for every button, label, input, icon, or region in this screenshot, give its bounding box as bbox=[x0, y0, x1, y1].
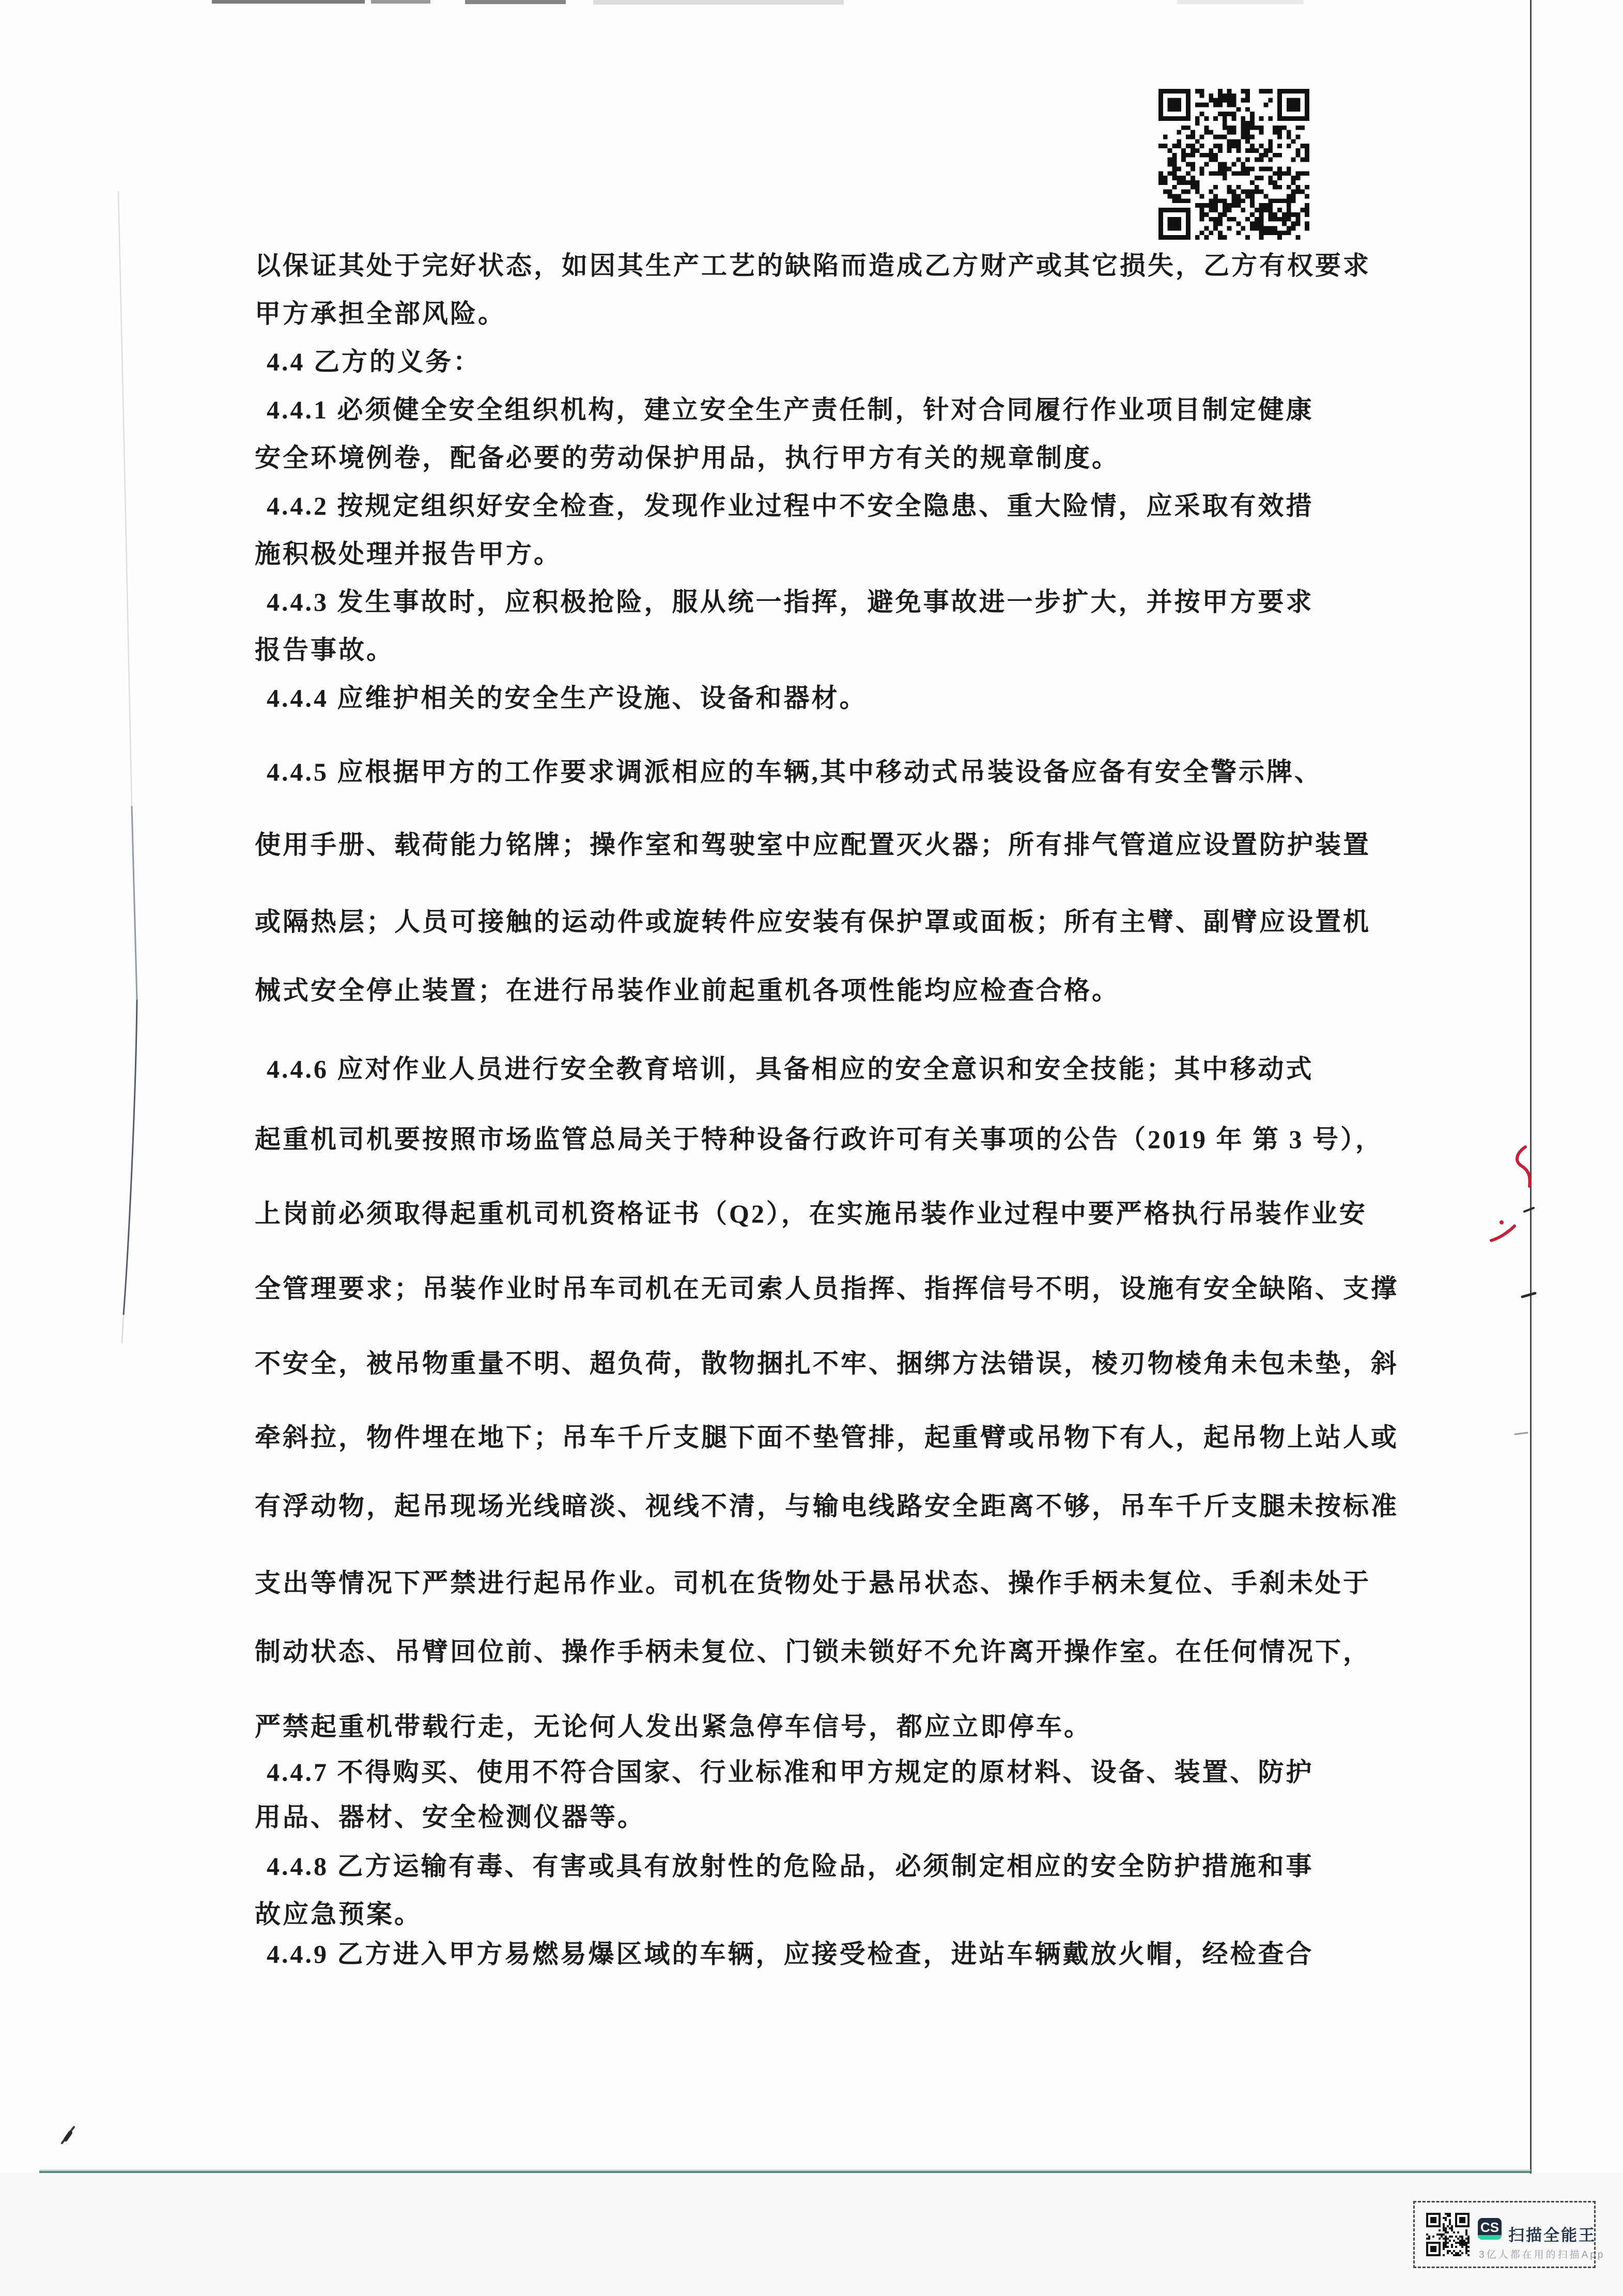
pen-check-mark bbox=[66, 2133, 70, 2139]
page-right-edge bbox=[1530, 0, 1532, 2174]
text-line: 全管理要求；吊装作业时吊车司机在无司索人员指挥、指挥信号不明，设施有安全缺陷、支撑 bbox=[255, 1274, 1399, 1303]
text-line: 起重机司机要按照市场监管总局关于特种设备行政许可有关事项的公告（2019 年 第 3 号）， bbox=[255, 1125, 1383, 1154]
text-line: 不安全，被吊物重量不明、超负荷，散物捆扎不牢、捆绑方法错误，棱刃物棱角未包未垫，斜 bbox=[255, 1349, 1399, 1378]
text-line: 用品、器材、安全检测仪器等。 bbox=[255, 1803, 645, 1832]
scan-artifact bbox=[371, 0, 430, 4]
pen-tick bbox=[1522, 1293, 1535, 1297]
fold-crease bbox=[122, 1315, 123, 1343]
text-line: 4.4.6 应对作业人员进行安全教育培训，具备相应的安全意识和安全技能；其中移动式 bbox=[267, 1054, 1314, 1083]
text-line: 甲方承担全部风险。 bbox=[255, 299, 506, 328]
camscanner-logo-text: CS bbox=[1480, 2220, 1500, 2235]
text-line: 4.4.3 发生事故时，应积极抢险，服从统一指挥，避免事故进一步扩大，并按甲方要求 bbox=[267, 587, 1314, 616]
text-line: 4.4.5 应根据甲方的工作要求调派相应的车辆,其中移动式吊装设备应备有安全警示牌、 bbox=[267, 757, 1322, 786]
scan-artifact bbox=[465, 0, 566, 4]
camscanner-app-name: 扫描全能王 bbox=[1508, 2226, 1596, 2244]
text-line: 有浮动物，起吊现场光线暗淡、视线不清，与输电线路安全距离不够，吊车千斤支腿未按标准 bbox=[255, 1492, 1399, 1521]
scan-background bbox=[0, 2173, 1623, 2296]
text-line: 4.4.1 必须健全安全组织机构，建立安全生产责任制，针对合同履行作业项目制定健康 bbox=[267, 395, 1314, 424]
pen-check-mark bbox=[62, 2127, 74, 2143]
camscanner-qr-icon bbox=[1426, 2213, 1470, 2256]
page-bottom-edge-glow bbox=[39, 2169, 1531, 2171]
qr-code bbox=[1158, 87, 1309, 242]
text-line: 施积极处理并报告甲方。 bbox=[255, 539, 562, 568]
red-pen-dot bbox=[1500, 1220, 1504, 1224]
text-line: 4.4 乙方的义务： bbox=[267, 347, 481, 376]
text-line: 4.4.2 按规定组织好安全检查，发现作业过程中不安全隐患、重大险情，应采取有效措 bbox=[267, 491, 1314, 520]
scan-artifact bbox=[593, 0, 844, 5]
scan-artifact bbox=[1177, 0, 1304, 4]
fold-crease bbox=[123, 1000, 137, 1315]
text-line: 以保证其处于完好状态，如因其生产工艺的缺陷而造成乙方财产或其它损失，乙方有权要求 bbox=[255, 251, 1371, 280]
fold-crease bbox=[132, 806, 137, 1000]
text-line: 制动状态、吊臂回位前、操作手柄未复位、门锁未锁好不允许离开操作室。在任何情况下， bbox=[255, 1637, 1371, 1666]
text-line: 或隔热层；人员可接触的运动件或旋转件应安装有保护罩或面板；所有主臂、副臂应设置机 bbox=[255, 907, 1371, 936]
camscanner-tagline: 3亿人都在用的扫描App bbox=[1479, 2250, 1605, 2260]
red-pen-mark bbox=[1491, 1226, 1514, 1240]
pen-tick bbox=[1524, 1208, 1534, 1212]
fold-crease bbox=[118, 191, 132, 806]
text-line: 安全环境例卷，配备必要的劳动保护用品，执行甲方有关的规章制度。 bbox=[255, 443, 1120, 472]
camscanner-logo-icon bbox=[1478, 2218, 1502, 2240]
text-line: 使用手册、载荷能力铭牌；操作室和驾驶室中应配置灭火器；所有排气管道应设置防护装置 bbox=[255, 830, 1371, 859]
text-line: 4.4.9 乙方进入甲方易燃易爆区域的车辆，应接受检查，进站车辆戴放火帽，经检查合 bbox=[267, 1940, 1314, 1968]
text-line: 故应急预案。 bbox=[255, 1900, 422, 1929]
text-line: 上岗前必须取得起重机司机资格证书（Q2），在实施吊装作业过程中要严格执行吊装作业安 bbox=[255, 1199, 1367, 1228]
text-line: 4.4.4 应维护相关的安全生产设施、设备和器材。 bbox=[267, 684, 868, 712]
camscanner-badge bbox=[1413, 2201, 1605, 2268]
text-line: 牵斜拉，物件埋在地下；吊车千斤支腿下面不垫管排，起重臂或吊物下有人，起吊物上站人或 bbox=[255, 1423, 1399, 1452]
text-line: 械式安全停止装置；在进行吊装作业前起重机各项性能均应检查合格。 bbox=[255, 976, 1120, 1005]
pen-tick bbox=[1515, 1433, 1527, 1434]
text-line: 严禁起重机带载行走，无论何人发出紧急停车信号，都应立即停车。 bbox=[255, 1712, 1092, 1741]
scan-artifact bbox=[212, 0, 365, 4]
text-line: 支出等情况下严禁进行起吊作业。司机在货物处于悬吊状态、操作手柄未复位、手刹未处于 bbox=[255, 1569, 1371, 1597]
camscanner-logo-accent bbox=[1478, 2235, 1502, 2240]
text-line: 4.4.7 不得购买、使用不符合国家、行业标准和甲方规定的原材料、设备、装置、防护 bbox=[267, 1758, 1314, 1787]
text-line: 4.4.8 乙方运输有毒、有害或具有放射性的危险品，必须制定相应的安全防护措施和事 bbox=[267, 1852, 1314, 1881]
text-line: 报告事故。 bbox=[255, 635, 394, 664]
red-pen-mark bbox=[1517, 1147, 1530, 1186]
